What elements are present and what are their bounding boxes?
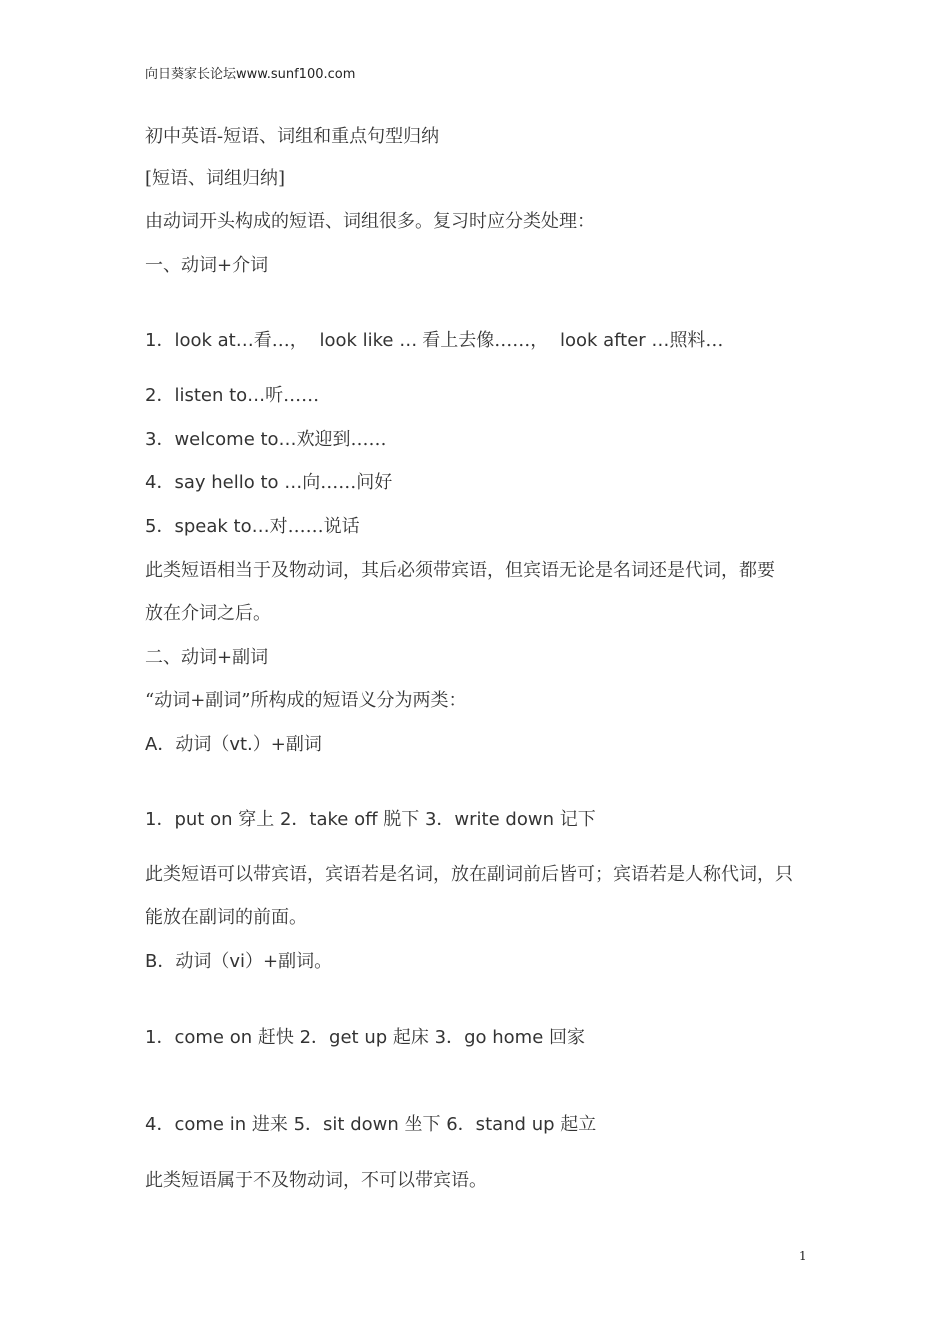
part1-list-item bbox=[145, 471, 392, 495]
page-header bbox=[145, 66, 355, 84]
header-site-name: 向日葵家长论坛 bbox=[145, 67, 237, 82]
phrase-zh: 对……说话 bbox=[269, 516, 360, 537]
subB-label-en: vi bbox=[229, 951, 246, 972]
part2-intro: “动词+副词”所构成的短语义分为两类： bbox=[145, 690, 467, 711]
phrase-zh: 起床 bbox=[392, 1027, 429, 1048]
phrase-zh: 看上去像……， bbox=[422, 330, 549, 351]
subA-label-en: vt. bbox=[229, 734, 253, 755]
header-site-url: www.sunf100.com bbox=[236, 67, 356, 82]
phrase-zh: 听…… bbox=[265, 385, 320, 406]
subB-prefix: B． bbox=[145, 951, 176, 972]
phrase-en: look like … bbox=[319, 330, 418, 351]
subB-list-row bbox=[145, 1026, 585, 1050]
phrase-zh: 坐下 bbox=[404, 1114, 441, 1135]
phrase-zh: 赶快 bbox=[257, 1027, 294, 1048]
subB-label-zh-suffix: ）+副词。 bbox=[245, 951, 333, 972]
phrase-zh: 穿上 bbox=[238, 809, 275, 830]
part1-note-line1: 此类短语相当于及物动词，其后必须带宾语，但宾语无论是名词还是代词，都要 bbox=[145, 560, 775, 581]
phrase-zh: 欢迎到…… bbox=[296, 429, 387, 450]
phrase-en: 5．speak to… bbox=[145, 516, 270, 537]
part1-heading: 一、动词+介词 bbox=[145, 255, 269, 276]
phrase-en: 5．sit down bbox=[293, 1114, 399, 1135]
phrase-en: 1．come on bbox=[145, 1027, 253, 1048]
part2-heading: 二、动词+副词 bbox=[145, 647, 269, 668]
phrase-en: 3．welcome to… bbox=[145, 429, 297, 450]
phrase-en: 2．take off bbox=[279, 809, 378, 830]
phrase-en: 3．go home bbox=[434, 1027, 544, 1048]
phrase-zh: 照料… bbox=[669, 330, 724, 351]
phrase-en: 1．put on bbox=[145, 809, 233, 830]
part1-note-line2: 放在介词之后。 bbox=[145, 603, 271, 624]
subB-note: 此类短语属于不及物动词，不可以带宾语。 bbox=[145, 1170, 487, 1191]
phrase-en: 1．look at… bbox=[145, 330, 254, 351]
intro-paragraph: 由动词开头构成的短语、词组很多。复习时应分类处理： bbox=[145, 211, 595, 232]
page-number: 1 bbox=[799, 1249, 807, 1263]
phrase-en: look after … bbox=[559, 330, 670, 351]
phrase-zh: 向……问好 bbox=[302, 472, 393, 493]
phrase-en: 2．listen to… bbox=[145, 385, 266, 406]
document-title: 初中英语-短语、词组和重点句型归纳 bbox=[145, 126, 440, 147]
phrase-zh: 进来 bbox=[251, 1114, 288, 1135]
subA-label bbox=[145, 733, 322, 757]
phrase-en: 3．write down bbox=[424, 809, 554, 830]
subA-note-line1: 此类短语可以带宾语，宾语若是名词，放在副词前后皆可；宾语若是人称代词，只 bbox=[145, 864, 793, 885]
section-heading: [短语、词组归纳] bbox=[145, 168, 286, 189]
part1-list-item bbox=[145, 384, 319, 408]
subA-label-zh-suffix: ）+副词 bbox=[252, 734, 322, 755]
part1-list-item bbox=[145, 428, 387, 452]
phrase-en: 6．stand up bbox=[446, 1114, 555, 1135]
phrase-en: 2．get up bbox=[299, 1027, 388, 1048]
phrase-zh: 回家 bbox=[549, 1027, 586, 1048]
phrase-zh: 记下 bbox=[559, 809, 596, 830]
part1-list-row bbox=[145, 329, 723, 353]
subB-label-zh: 动词（ bbox=[175, 951, 230, 972]
subA-prefix: A． bbox=[145, 734, 176, 755]
phrase-en: 4．come in bbox=[145, 1114, 247, 1135]
part1-list-item bbox=[145, 515, 360, 539]
phrase-zh: 脱下 bbox=[383, 809, 420, 830]
subA-label-zh: 动词（ bbox=[175, 734, 230, 755]
subA-note-line2: 能放在副词的前面。 bbox=[145, 907, 307, 928]
subA-list-row bbox=[145, 808, 596, 832]
phrase-zh: 看…， bbox=[253, 330, 308, 351]
subB-list-row bbox=[145, 1113, 596, 1137]
phrase-en: 4．say hello to … bbox=[145, 472, 303, 493]
phrase-zh: 起立 bbox=[560, 1114, 597, 1135]
subB-label bbox=[145, 950, 332, 974]
